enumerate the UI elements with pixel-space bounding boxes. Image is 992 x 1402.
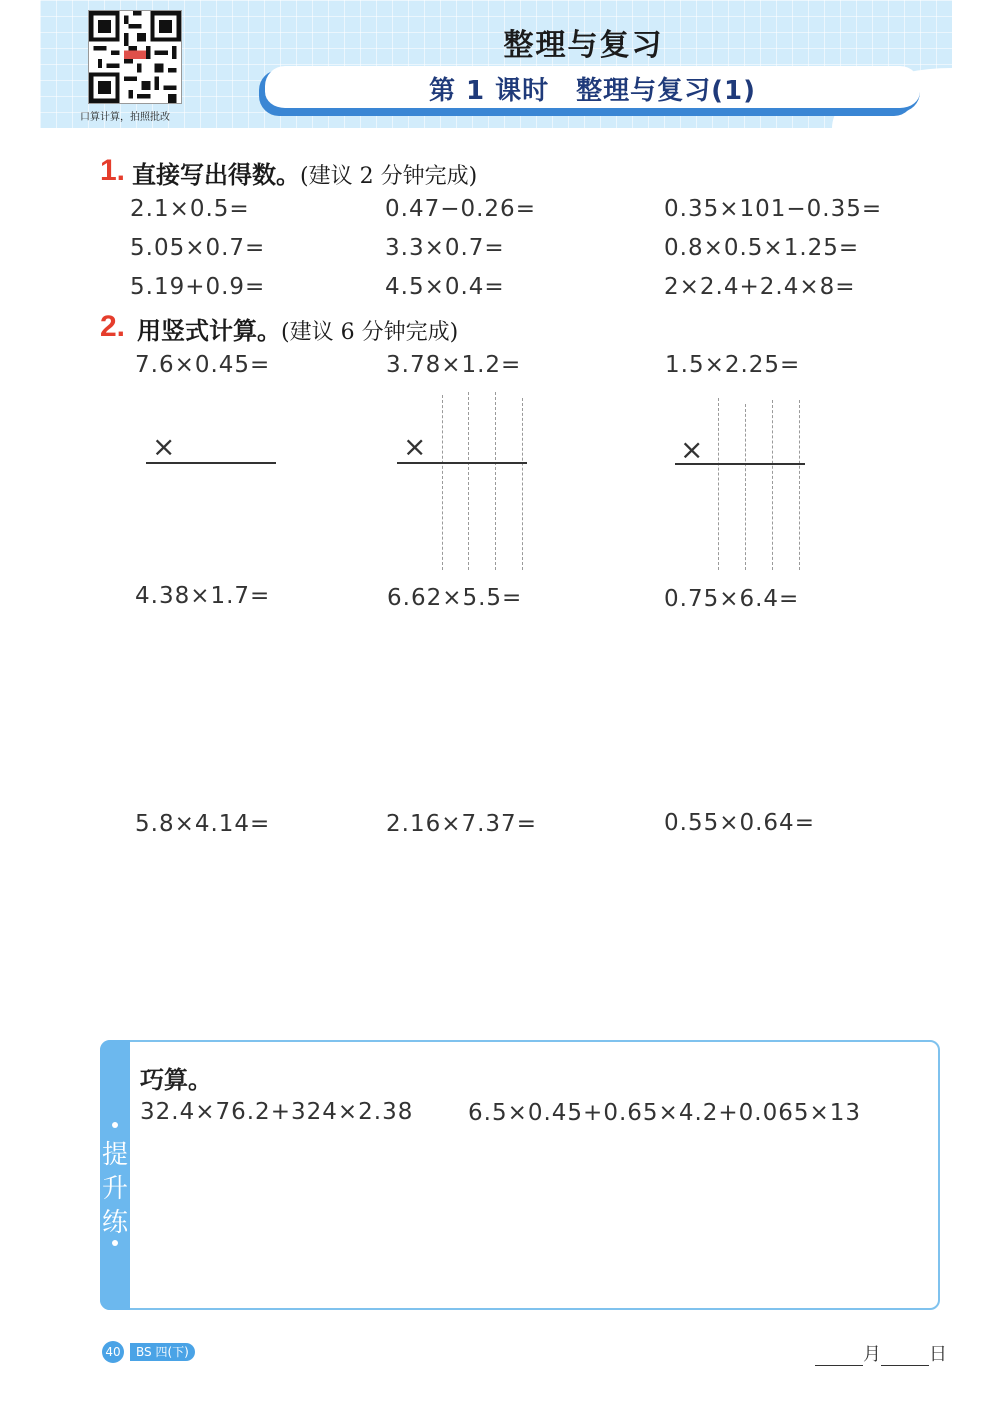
side-label-char: 升 xyxy=(101,1174,128,1204)
vertical-calc-item: 0.75×6.4= xyxy=(664,586,800,612)
vertical-calc-item: 0.55×0.64= xyxy=(664,810,815,836)
side-label-char: 练 xyxy=(101,1208,128,1238)
oral-calc-item: 3.3×0.7= xyxy=(385,235,505,261)
digit-guide-line xyxy=(522,398,523,570)
side-label-char: 提 xyxy=(101,1140,128,1170)
section1-title: 直接写出得数。(建议 2 分钟完成) xyxy=(132,161,478,189)
vertical-calc-item: 6.62×5.5= xyxy=(387,585,523,611)
qr-caption: 口算计算，拍照批改 xyxy=(80,112,170,123)
section2-number: 2. xyxy=(100,310,126,343)
vertical-calc-item: 2.16×7.37= xyxy=(386,811,537,837)
chapter-title: 整理与复习 xyxy=(503,28,664,63)
month-label: 月 xyxy=(863,1344,881,1365)
side-dot xyxy=(112,1122,118,1128)
improvement-title: 巧算。 xyxy=(140,1066,212,1094)
month-blank[interactable] xyxy=(815,1347,863,1366)
lesson-bar xyxy=(265,66,920,112)
oral-calc-item: 0.8×0.5×1.25= xyxy=(664,235,860,261)
oral-calc-item: 5.19+0.9= xyxy=(130,274,266,300)
vertical-calc-item: 5.8×4.14= xyxy=(135,811,271,837)
oral-calc-item: 2×2.4+2.4×8= xyxy=(664,274,856,300)
digit-guide-line xyxy=(799,400,800,570)
answer-line xyxy=(675,463,805,465)
section2-title: 用竖式计算。(建议 6 分钟完成) xyxy=(137,317,459,345)
side-dot xyxy=(112,1240,118,1246)
edition-tag: BS 四(下) xyxy=(130,1343,195,1361)
digit-guide-line xyxy=(745,404,746,570)
vertical-calc-item: 3.78×1.2= xyxy=(386,352,522,378)
multiply-sign: × xyxy=(680,433,704,466)
digit-guide-line xyxy=(772,400,773,570)
digit-guide-line xyxy=(495,392,496,570)
day-blank[interactable] xyxy=(881,1347,929,1366)
vertical-calc-item: 4.38×1.7= xyxy=(135,583,271,609)
digit-guide-line xyxy=(718,398,719,570)
digit-guide-line xyxy=(442,395,443,570)
vertical-calc-item: 7.6×0.45= xyxy=(135,352,271,378)
section2-hint: (建议 6 分钟完成) xyxy=(281,320,459,345)
digit-guide-line xyxy=(468,392,469,570)
oral-calc-item: 4.5×0.4= xyxy=(385,274,505,300)
oral-calc-item: 0.47−0.26= xyxy=(385,196,536,222)
section1-number: 1. xyxy=(100,154,126,187)
improvement-box xyxy=(100,1040,940,1310)
oral-calc-item: 2.1×0.5= xyxy=(130,196,250,222)
answer-line xyxy=(397,462,527,464)
page-number: 40 xyxy=(102,1341,124,1363)
multiply-sign: × xyxy=(403,430,427,463)
answer-line xyxy=(146,462,276,464)
vertical-calc-item: 1.5×2.25= xyxy=(665,352,801,378)
date-fill-area xyxy=(815,1340,947,1366)
smart-calc-item: 6.5×0.45+0.65×4.2+0.065×13 xyxy=(468,1100,862,1126)
day-label: 日 xyxy=(929,1344,947,1365)
lesson-title: 第 1 课时 整理与复习(1) xyxy=(428,76,757,106)
multiply-sign: × xyxy=(152,430,176,463)
smart-calc-item: 32.4×76.2+324×2.38 xyxy=(140,1099,414,1125)
oral-calc-item: 5.05×0.7= xyxy=(130,235,266,261)
section1-hint: (建议 2 分钟完成) xyxy=(300,164,478,189)
oral-calc-item: 0.35×101−0.35= xyxy=(664,196,883,222)
